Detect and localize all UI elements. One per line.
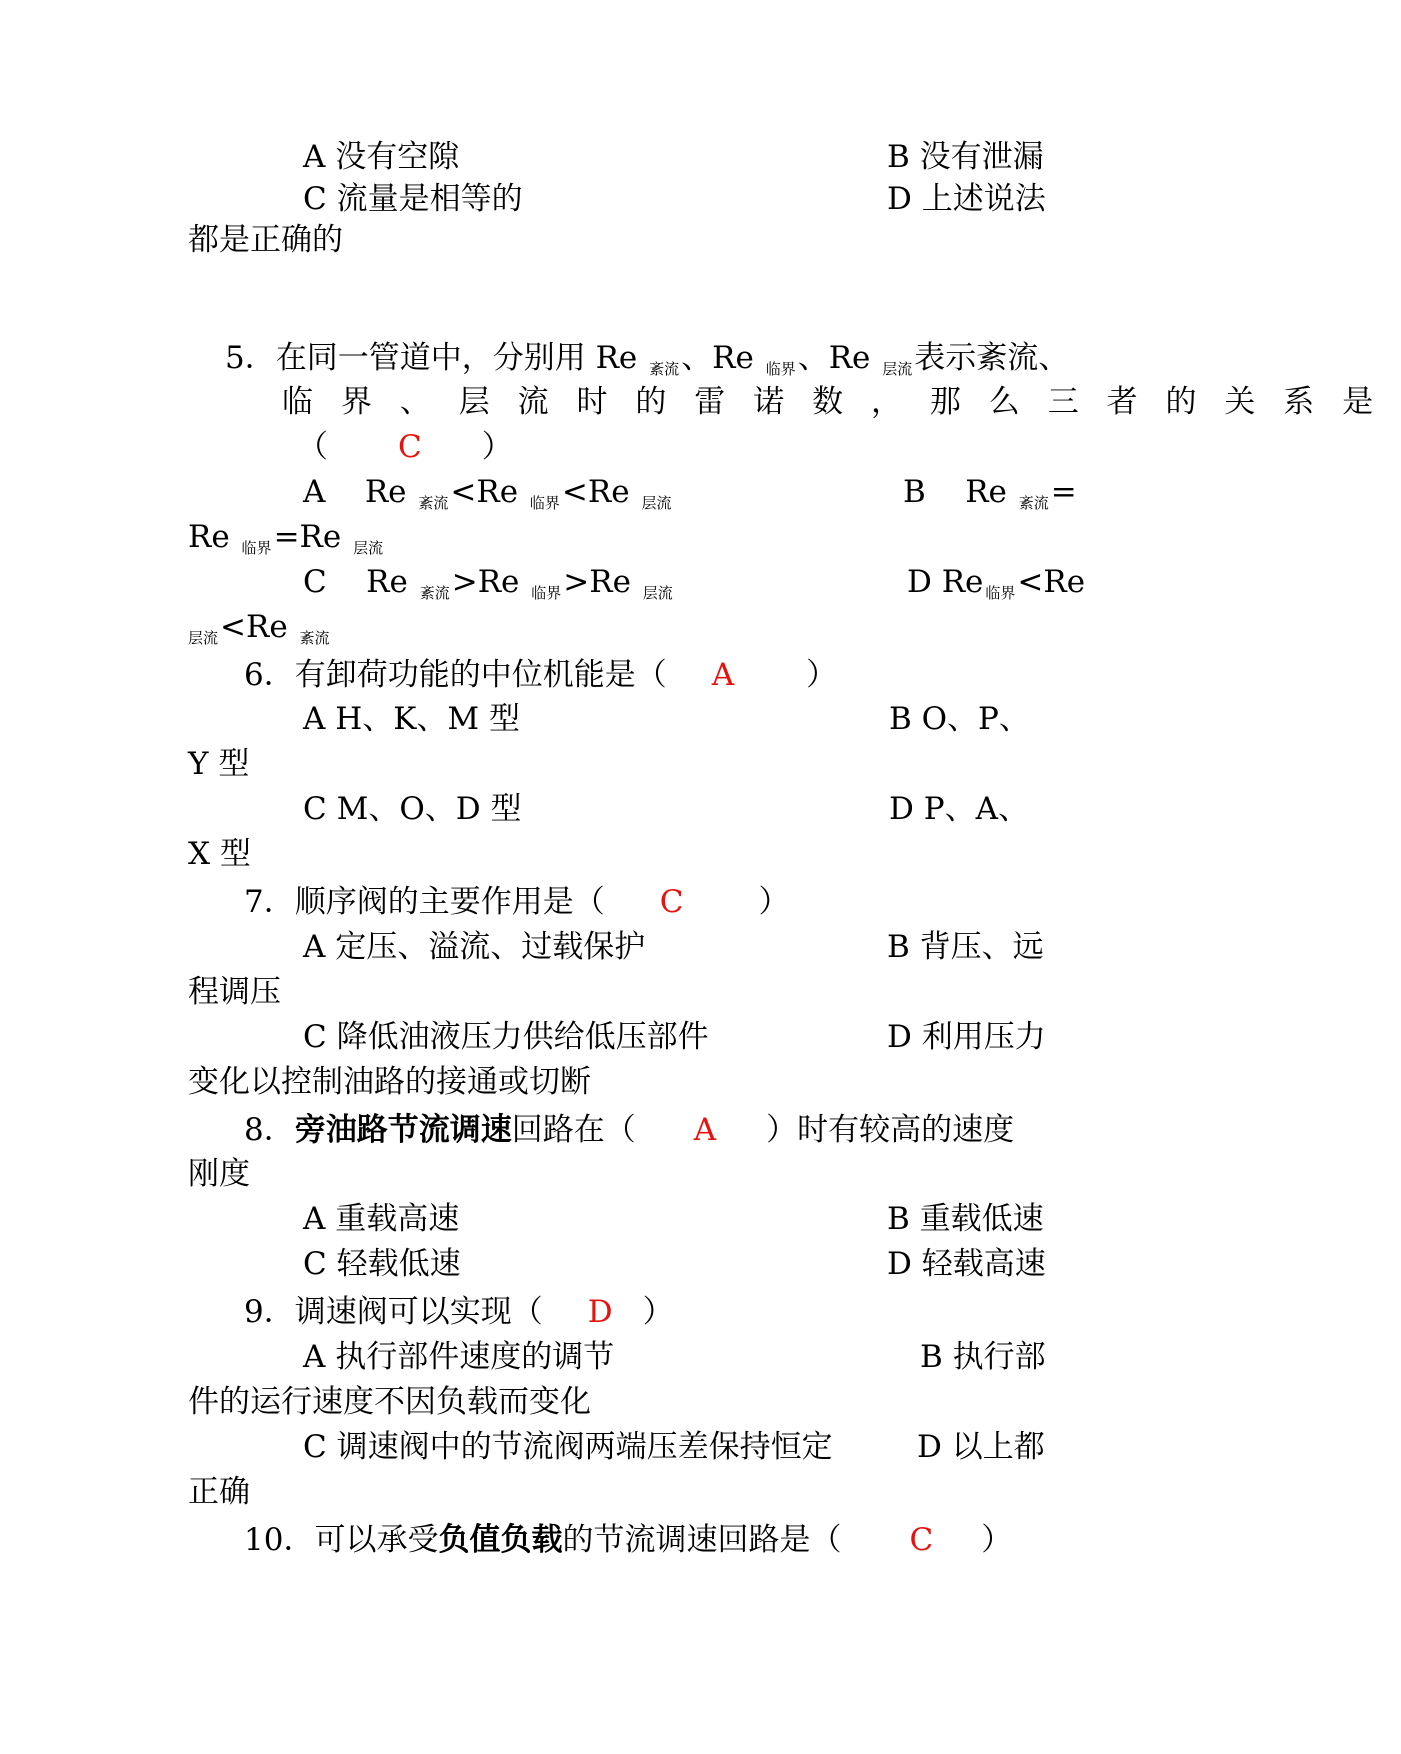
q6-option-a: A H、K、M 型 — [303, 701, 521, 737]
q7-option-d-continuation: 变化以控制油路的接通或切断 — [188, 1064, 591, 1100]
q8-option-d: D 轻载高速 — [887, 1246, 1046, 1282]
q5-option-c: C Re 紊流>Re 临界>Re 层流 — [303, 564, 673, 602]
q7-option-a: A 定压、溢流、过载保护 — [303, 929, 646, 965]
q6-option-d: D P、A、 — [889, 791, 1029, 827]
q4-option-c: C 流量是相等的 — [303, 181, 523, 217]
q4-option-b: B 没有泄漏 — [887, 139, 1044, 175]
q9-option-d: D 以上都 — [917, 1429, 1045, 1465]
q6-option-b-continuation: Y 型 — [188, 746, 250, 782]
q4-option-a: A 没有空隙 — [303, 139, 460, 175]
q8-stem-continuation: 刚度 — [188, 1156, 250, 1192]
q10-stem: 10．可以承受负值负载的节流调速回路是（ C ） — [244, 1522, 1013, 1558]
q6-stem: 6．有卸荷功能的中位机能是（ A ） — [244, 657, 838, 693]
q7-answer: C — [659, 884, 684, 920]
q5-option-b-continuation: Re 临界=Re 层流 — [188, 519, 384, 557]
q8-answer: A — [693, 1112, 717, 1148]
q7-option-c: C 降低油液压力供给低压部件 — [303, 1019, 709, 1055]
q6-answer: A — [711, 657, 735, 693]
q5-option-b: B Re 紊流= — [903, 474, 1077, 512]
q9-option-a: A 执行部件速度的调节 — [303, 1339, 615, 1375]
q5-number: 5． — [225, 340, 276, 376]
q9-option-b: B 执行部 — [920, 1339, 1046, 1375]
q5-option-a: A Re 紊流<Re 临界<Re 层流 — [303, 474, 672, 512]
q5-option-d-continuation: 层流<Re 紊流 — [188, 609, 330, 647]
q9-option-b-continuation: 件的运行速度不因负载而变化 — [188, 1384, 591, 1420]
q9-answer: D — [587, 1294, 613, 1330]
q8-option-c: C 轻载低速 — [303, 1246, 461, 1282]
q5-stem-line2: 临界、层流时的雷诺数，那么三者的关系是 — [282, 384, 1401, 420]
q10-keyword: 负值负载 — [438, 1522, 563, 1558]
q6-option-c: C M、O、D 型 — [303, 791, 522, 827]
q5-answer: C — [398, 429, 422, 465]
q9-option-c: C 调速阀中的节流阀两端压差保持恒定 — [303, 1429, 833, 1465]
q5-stem: 5．在同一管道中，分别用 Re 紊流、Re 临界、Re 层流表示紊流、 — [225, 340, 1070, 378]
q9-stem: 9．调速阀可以实现（ D ） — [244, 1294, 674, 1330]
q4-option-d: D 上述说法 — [887, 181, 1046, 217]
q4-option-d-continuation: 都是正确的 — [188, 222, 343, 258]
q8-stem: 8．旁油路节流调速回路在（ A ）时有较高的速度 — [244, 1112, 1015, 1148]
q9-option-d-continuation: 正确 — [188, 1474, 250, 1510]
q7-stem: 7．顺序阀的主要作用是（ C ） — [244, 884, 790, 920]
q10-answer: C — [909, 1522, 934, 1558]
q5-option-d: D Re 临界<Re — [907, 564, 1086, 602]
q8-keyword: 旁油路节流调速 — [294, 1112, 512, 1148]
q6-option-b: B O、P、 — [889, 701, 1030, 737]
q8-option-b: B 重载低速 — [887, 1201, 1044, 1237]
q7-option-b-continuation: 程调压 — [188, 974, 281, 1010]
q7-option-d: D 利用压力 — [887, 1019, 1046, 1055]
q6-option-d-continuation: X 型 — [188, 836, 251, 872]
q8-option-a: A 重载高速 — [303, 1201, 460, 1237]
q7-option-b: B 背压、远 — [887, 929, 1044, 965]
q5-answer-blank: （ C ） — [297, 429, 513, 465]
